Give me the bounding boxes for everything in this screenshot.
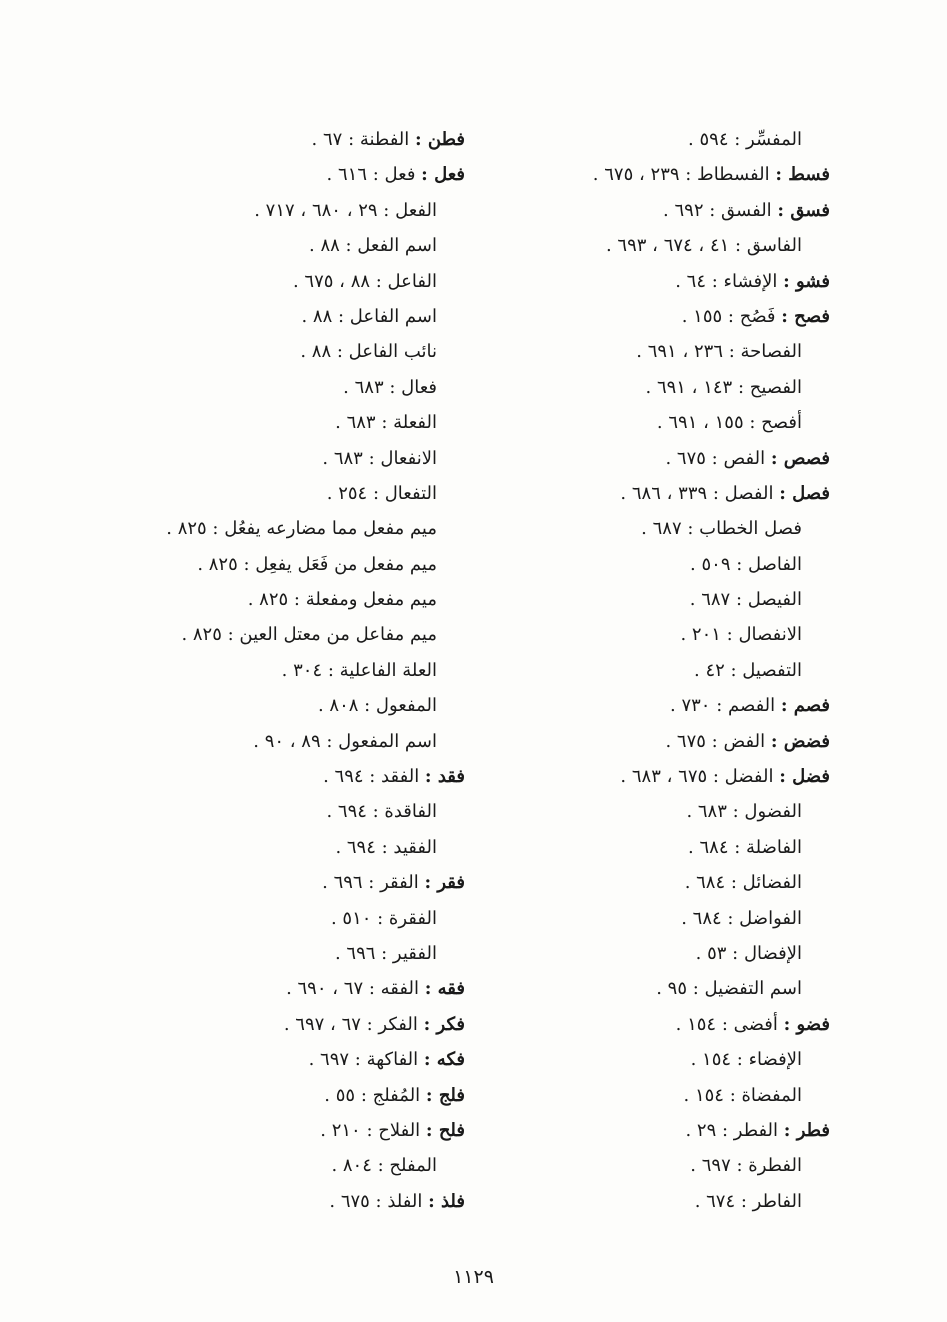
entry-text: الفلاح : ٢١٠ . xyxy=(320,1119,426,1141)
index-entry xyxy=(105,1007,465,1042)
index-entry xyxy=(470,157,830,192)
entry-text: الفقير : ٦٩٦ . xyxy=(334,942,437,964)
entry-root: فقه : xyxy=(424,978,465,1000)
entry-text: الفاضلة : ٦٨٤ . xyxy=(688,836,802,858)
entry-text: الفاقدة : ٦٩٤ . xyxy=(326,801,437,823)
index-entry xyxy=(105,759,465,794)
index-entry xyxy=(105,830,465,865)
entry-text: الانفصال : ٢٠١ . xyxy=(680,624,802,646)
entry-root: فكه : xyxy=(423,1049,465,1071)
entry-text: الفقرة : ٥١٠ . xyxy=(330,907,437,929)
entry-root: فصص : xyxy=(770,447,830,469)
index-entry xyxy=(470,476,830,511)
entry-text: الفقد : ٦٩٤ . xyxy=(323,766,425,788)
entry-text: الإفضال : ٥٣ . xyxy=(695,942,802,964)
entry-text: الفطرة : ٦٩٧ . xyxy=(690,1155,802,1177)
index-entry xyxy=(105,299,465,334)
index-entry xyxy=(470,582,830,617)
index-entry xyxy=(470,1148,830,1183)
index-entry xyxy=(105,865,465,900)
entry-text: فعل : ٦١٦ . xyxy=(326,164,422,186)
entry-root: فسط : xyxy=(775,164,830,186)
index-entry xyxy=(470,547,830,582)
entry-text: التفعال : ٢٥٤ . xyxy=(326,482,437,504)
entry-text: أفضى : ١٥٤ . xyxy=(675,1013,784,1035)
entry-text: الفصاحة : ٢٣٦ ، ٦٩١ . xyxy=(636,341,802,363)
entry-text: الفقه : ٦٧ ، ٦٩٠ . xyxy=(286,978,425,1000)
entry-text: الفواضل : ٦٨٤ . xyxy=(681,907,802,929)
entry-text: الفصل : ٣٣٩ ، ٦٨٦ . xyxy=(620,482,780,504)
index-entry xyxy=(470,511,830,546)
page-number: ١١٢٩ xyxy=(453,1266,494,1288)
index-entry xyxy=(105,1184,465,1219)
entry-text: الفصم : ٧٣٠ . xyxy=(670,695,781,717)
index-entry xyxy=(470,653,830,688)
index-entry xyxy=(105,334,465,369)
entry-root: فشو : xyxy=(783,270,830,292)
entry-text: المفعول : ٨٠٨ . xyxy=(317,695,437,717)
index-column-right xyxy=(470,122,830,1219)
index-entry xyxy=(470,1078,830,1113)
entry-root: فقر : xyxy=(424,872,465,894)
index-entry xyxy=(470,1113,830,1148)
entry-text: ميم مفاعل من معتل العين : ٨٢٥ . xyxy=(181,624,437,646)
entry-text: الفاكهة : ٦٩٧ . xyxy=(308,1049,424,1071)
index-entry xyxy=(470,936,830,971)
index-entry xyxy=(105,193,465,228)
entry-text: فَصُح : ١٥٥ . xyxy=(681,305,782,327)
index-entry xyxy=(470,1042,830,1077)
entry-text: اسم التفضيل : ٩٥ . xyxy=(656,978,802,1000)
index-entry xyxy=(105,724,465,759)
entry-text: اسم المفعول : ٨٩ ، ٩٠ . xyxy=(253,730,437,752)
index-entry xyxy=(105,653,465,688)
index-entry xyxy=(105,582,465,617)
entry-text: فعال : ٦٨٣ . xyxy=(343,376,437,398)
index-entry xyxy=(105,405,465,440)
entry-root: فضل : xyxy=(779,766,830,788)
entry-text: ميم مفعل مما مضارعه يفعُل : ٨٢٥ . xyxy=(166,518,437,540)
entry-text: الفعل : ٢٩ ، ٦٨٠ ، ٧١٧ . xyxy=(254,199,437,221)
entry-text: الفضول : ٦٨٣ . xyxy=(686,801,802,823)
entry-text: الفص : ٦٧٥ . xyxy=(665,447,771,469)
index-entry xyxy=(470,1184,830,1219)
entry-text: الفاصل : ٥٠٩ . xyxy=(690,553,802,575)
index-entry xyxy=(105,547,465,582)
index-entry xyxy=(105,264,465,299)
index-entry xyxy=(470,228,830,263)
entry-text: الفعلة : ٦٨٣ . xyxy=(335,412,437,434)
entry-text: فصل الخطاب : ٦٨٧ . xyxy=(641,518,802,540)
index-entry xyxy=(105,122,465,157)
entry-root: فضو : xyxy=(783,1013,830,1035)
entry-text: اسم الفاعل : ٨٨ . xyxy=(301,305,437,327)
index-entry xyxy=(470,617,830,652)
entry-text: المُفلج : ٥٥ . xyxy=(324,1084,426,1106)
entry-root: فصل : xyxy=(779,482,830,504)
index-entry xyxy=(470,865,830,900)
index-entry xyxy=(470,334,830,369)
index-entry xyxy=(470,688,830,723)
entry-text: الإفشاء : ٦٤ . xyxy=(675,270,784,292)
entry-root: فلذ : xyxy=(428,1190,465,1212)
index-entry xyxy=(470,370,830,405)
index-entry xyxy=(105,441,465,476)
entry-text: المفضاة : ١٥٤ . xyxy=(683,1084,802,1106)
index-column-left xyxy=(105,122,465,1219)
entry-root: فسق : xyxy=(777,199,830,221)
entry-text: ميم مفعل ومفعلة : ٨٢٥ . xyxy=(247,589,437,611)
entry-root: فلج : xyxy=(425,1084,465,1106)
index-entry xyxy=(105,1148,465,1183)
entry-text: الفسطاط : ٢٣٩ ، ٦٧٥ . xyxy=(592,164,776,186)
entry-text: الفلذ : ٦٧٥ . xyxy=(329,1190,429,1212)
entry-text: الفطر : ٢٩ . xyxy=(685,1119,784,1141)
entry-root: فضض : xyxy=(770,730,830,752)
index-entry xyxy=(470,759,830,794)
index-entry xyxy=(105,370,465,405)
entry-text: الفصيح : ١٤٣ ، ٦٩١ . xyxy=(645,376,802,398)
index-entry xyxy=(105,1042,465,1077)
entry-text: الفيصل : ٦٨٧ . xyxy=(689,589,802,611)
index-entry xyxy=(470,405,830,440)
index-entry xyxy=(105,617,465,652)
entry-root: فصم : xyxy=(780,695,830,717)
index-entry xyxy=(105,936,465,971)
entry-text: أفصح : ١٥٥ ، ٦٩١ . xyxy=(656,412,802,434)
entry-text: الفاطر : ٦٧٤ . xyxy=(694,1190,802,1212)
index-entry xyxy=(105,1078,465,1113)
index-entry xyxy=(105,511,465,546)
entry-text: الفكر : ٦٧ ، ٦٩٧ . xyxy=(283,1013,424,1035)
entry-text: نائب الفاعل : ٨٨ . xyxy=(300,341,437,363)
index-entry xyxy=(470,830,830,865)
index-entry xyxy=(470,122,830,157)
index-entry xyxy=(105,971,465,1006)
entry-text: الفاسق : ٤١ ، ٦٧٤ ، ٦٩٣ . xyxy=(605,235,802,257)
entry-root: فطر : xyxy=(783,1119,830,1141)
index-entry xyxy=(105,1113,465,1148)
index-entry xyxy=(105,688,465,723)
entry-root: فقد : xyxy=(424,766,465,788)
entry-root: فلح : xyxy=(425,1119,465,1141)
index-entry xyxy=(105,901,465,936)
index-entry xyxy=(470,299,830,334)
entry-root: فعل : xyxy=(421,164,465,186)
entry-root: فطن : xyxy=(415,129,465,150)
index-entry xyxy=(470,1007,830,1042)
entry-text: الفقر : ٦٩٦ . xyxy=(322,872,425,894)
index-entry xyxy=(470,971,830,1006)
entry-text: التفصيل : ٤٢ . xyxy=(694,659,802,681)
index-entry xyxy=(470,901,830,936)
entry-text: الإفضاء : ١٥٤ . xyxy=(690,1049,802,1071)
entry-text: المفسِّر : ٥٩٤ . xyxy=(688,129,802,150)
entry-text: الفضائل : ٦٨٤ . xyxy=(684,872,802,894)
index-entry xyxy=(105,794,465,829)
entry-root: فكر : xyxy=(423,1013,465,1035)
entry-text: اسم الفعل : ٨٨ . xyxy=(309,235,437,257)
entry-text: الفض : ٦٧٥ . xyxy=(665,730,771,752)
index-entry xyxy=(105,157,465,192)
entry-text: الفضل : ٦٧٥ ، ٦٨٣ . xyxy=(620,766,780,788)
index-entry xyxy=(470,441,830,476)
entry-text: الفقيد : ٦٩٤ . xyxy=(335,836,437,858)
entry-text: المفلح : ٨٠٤ . xyxy=(331,1155,437,1177)
entry-text: الانفعال : ٦٨٣ . xyxy=(322,447,437,469)
entry-text: ميم مفعل من فَعَل يفعِل : ٨٢٥ . xyxy=(197,553,437,575)
index-entry xyxy=(105,476,465,511)
entry-text: العلة الفاعلية : ٣٠٤ . xyxy=(281,659,437,681)
index-entry xyxy=(470,724,830,759)
entry-text: الفسق : ٦٩٢ . xyxy=(663,199,778,221)
entry-text: الفطنة : ٦٧ . xyxy=(311,129,416,150)
index-entry xyxy=(105,228,465,263)
index-entry xyxy=(470,794,830,829)
index-entry xyxy=(470,264,830,299)
entry-root: فصح : xyxy=(781,305,830,327)
entry-text: الفاعل : ٨٨ ، ٦٧٥ . xyxy=(292,270,437,292)
index-entry xyxy=(470,193,830,228)
